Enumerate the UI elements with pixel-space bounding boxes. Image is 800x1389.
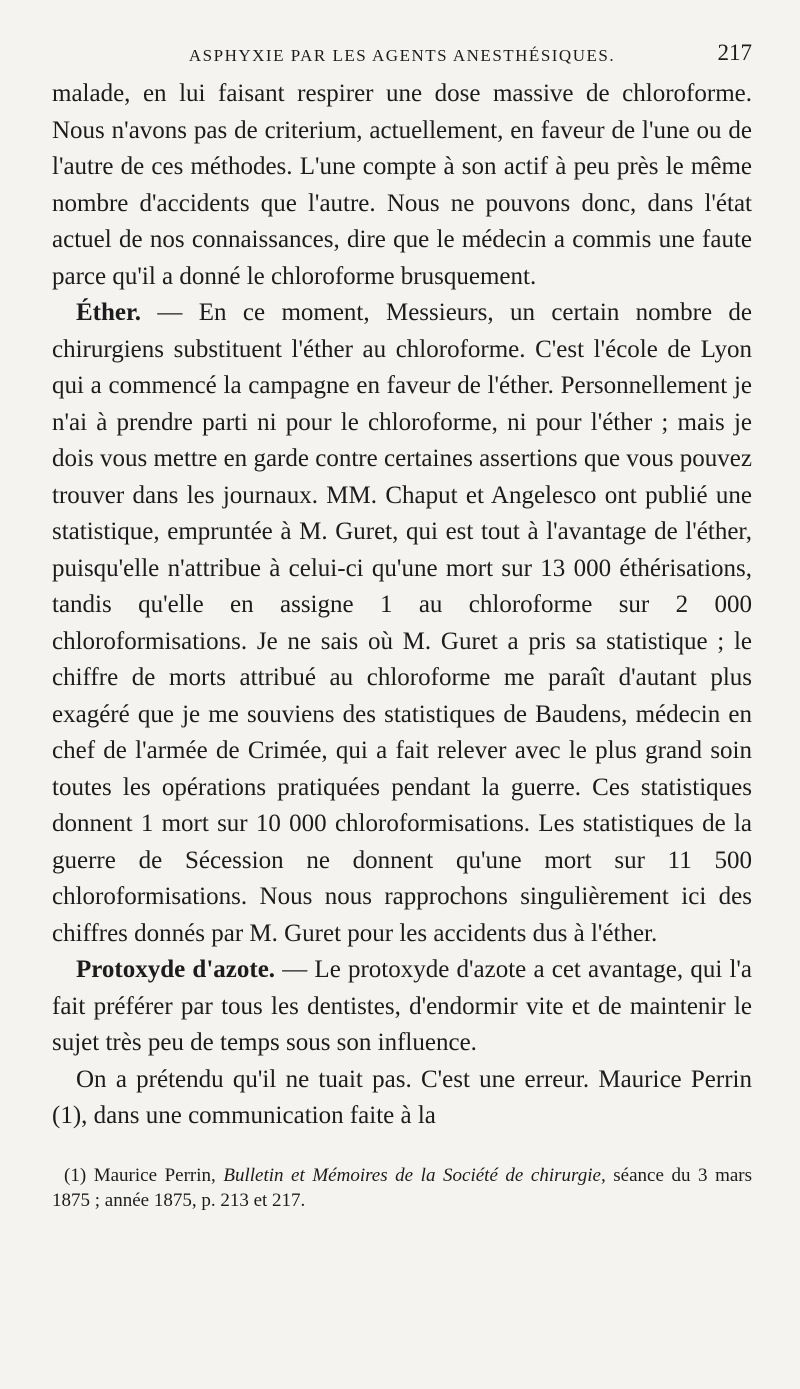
body-text [52,76,752,1135]
footnote-author: Maurice Perrin, [86,1164,224,1186]
paragraph-text: malade, en lui faisant respirer une dose massive de chloroforme. Nous n'avons pas de criterium, actuellement, en faveur de l'une ou de l'autre de ces méthodes. L'une compte à son actif à peu près le même nombre d'accidents que l'autre. Nous ne pouvons donc, dans l'état actuel de nos connaissances, dire que le médecin a commis une faute parce qu'il a donné le chloroforme brusquement. [52,80,752,290]
paragraph-protoxyde [52,952,752,1062]
paragraph-ether [52,295,752,952]
footnote-title: Bulletin et Mémoires de la Société de chirurgie, [223,1164,606,1186]
paragraph-text: On a prétendu qu'il ne tuait pas. C'est une erreur. Maurice Perrin (1), dans une communication faite à la [52,1065,752,1129]
running-head [52,40,752,76]
running-title: ASPHYXIE PAR LES AGENTS ANESTHÉSIQUES. [188,46,616,65]
page-number: 217 [717,40,752,65]
section-heading-ether: Éther. [76,299,142,326]
paragraph-perrin [52,1062,752,1135]
footnote [52,1163,752,1213]
footnote-details: séance du 3 mars 1875 ; année 1875, p. 213 et 217. [52,1164,753,1211]
section-heading-protoxyde: Protoxyde d'azote. [76,956,276,983]
paragraph-continuation [52,76,752,295]
footnotes [52,1163,752,1213]
paragraph-text: — En ce moment, Messieurs, un certain nombre de chirurgiens substituent l'éther au chloroforme. C'est l'école de Lyon qui a commencé la campagne en faveur de l'éther. Personnellement je n'ai à prendre parti ni pour le chloroforme, ni pour l'éther ; mais je dois vous mettre en garde contre certaines assertions que vous pouvez trouver dans les journaux. MM. Chaput et Angelesco ont publié une statistique, empruntée à M. Guret, qui est tout à l'avantage de l'éther, puisqu'elle n'attribue à celui-ci qu'une mort sur 13 000 éthérisations, tandis qu'elle en assigne 1 au chloroforme sur 2 000 chloroformisations. Je ne sais où M. Guret a pris sa statistique ; le chiffre de morts attribué au chloroforme me paraît d'autant plus exagéré que je me souviens des statistiques de Baudens, médecin en chef de l'armée de Crimée, qui a fait relever avec le plus grand soin toutes les opérations pratiquées pendant la guerre. Ces statistiques donnent 1 mort sur 10 000 chloroformisations. Les statistiques de la guerre de Sécession ne donnent qu'une mort sur 11 500 chloroformisations. Nous nous rapprochons singulièrement ici des chiffres donnés par M. Guret pour les accidents dus à l'éther. [52,299,752,947]
footnote-marker: (1) [64,1164,87,1186]
paragraph-text: — Le protoxyde d'azote a cet avantage, qui l'a fait préférer par tous les dentistes, d'endormir vite et de maintenir le sujet très peu de temps sous son influence. [52,956,753,1056]
